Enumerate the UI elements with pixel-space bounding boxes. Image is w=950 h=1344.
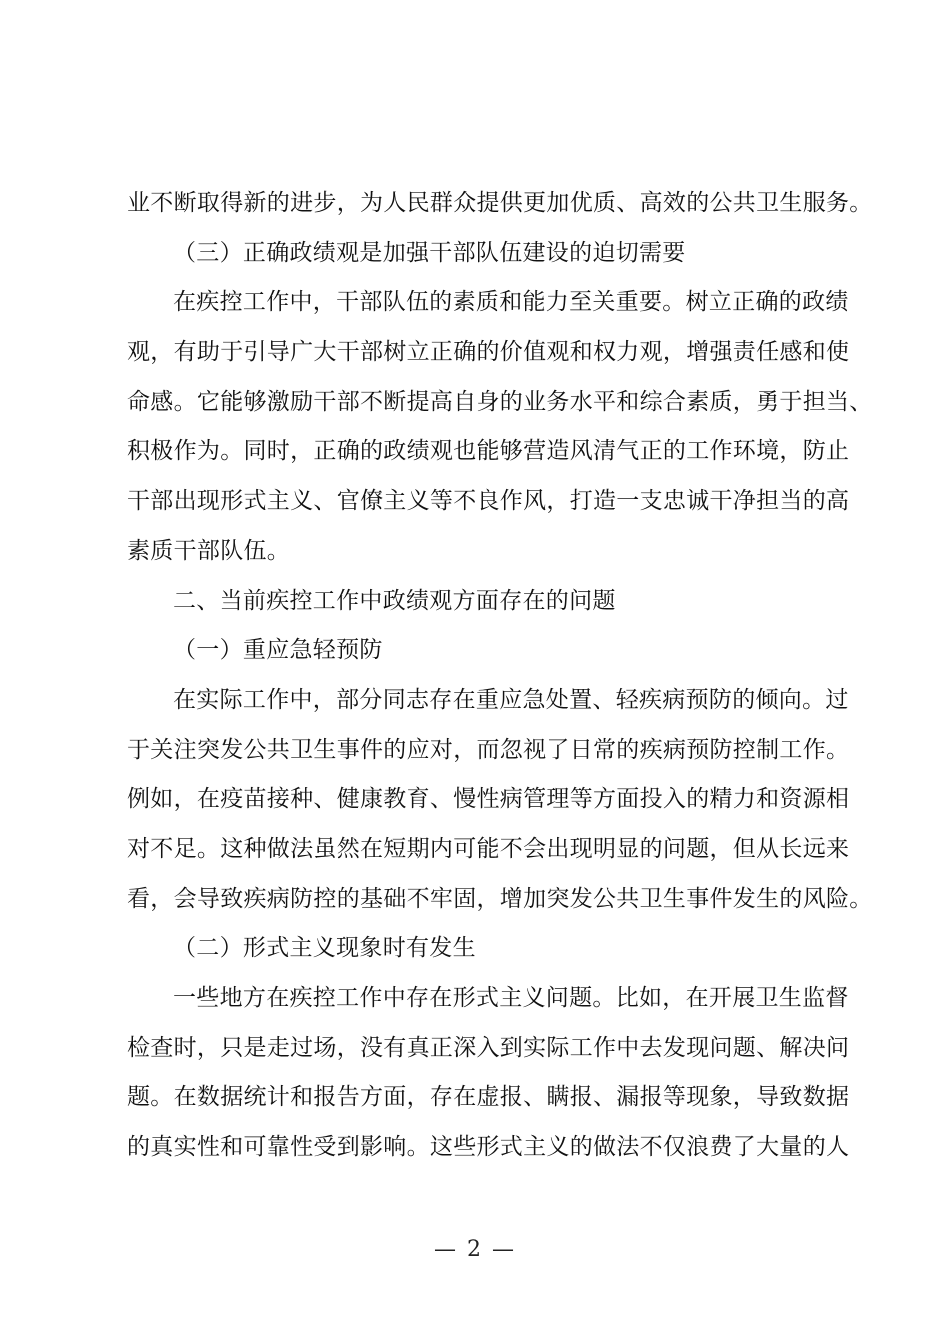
text-line: 一些地方在疾控工作中存在形式主义问题。比如，在开展卫生监督	[173, 985, 849, 1011]
text-line: 检查时，只是走过场，没有真正深入到实际工作中去发现问题、解决问	[127, 1034, 850, 1061]
text-line: 干部出现形式主义、官僚主义等不良作风，打造一支忠诚干净担当的高	[127, 488, 850, 515]
section-heading-3: （三）正确政绩观是加强干部队伍建设的迫切需要	[173, 239, 686, 266]
text-line: 观，有助于引导广大干部树立正确的价值观和权力观，增强责任感和使	[127, 339, 850, 366]
text-line: 例如，在疫苗接种、健康教育、慢性病管理等方面投入的精力和资源相	[127, 786, 850, 813]
page-number: — 2 —	[434, 1237, 516, 1262]
text-line: 在实际工作中，部分同志存在重应急处置、轻疾病预防的倾向。过	[173, 686, 849, 713]
text-line: 对不足。这种做法虽然在短期内可能不会出现明显的问题，但从长远来	[127, 835, 850, 862]
section-heading-1: （一）重应急轻预防	[173, 637, 383, 664]
text-line: 业不断取得新的进步，为人民群众提供更加优质、高效的公共卫生服务。	[127, 190, 873, 216]
section-heading-2: （二）形式主义现象时有发生	[173, 935, 476, 962]
text-line: 的真实性和可靠性受到影响。这些形式主义的做法不仅浪费了大量的人	[127, 1134, 850, 1161]
text-line: 积极作为。同时，正确的政绩观也能够营造风清气正的工作环境，防止	[127, 438, 850, 465]
document-body	[127, 179, 873, 1173]
text-line: 于关注突发公共卫生事件的应对，而忽视了日常的疾病预防控制工作。	[127, 736, 850, 763]
text-line: 题。在数据统计和报告方面，存在虚报、瞒报、漏报等现象，导致数据	[127, 1084, 850, 1111]
text-line: 在疾控工作中，干部队伍的素质和能力至关重要。树立正确的政绩	[173, 289, 849, 316]
chapter-heading-2: 二、当前疾控工作中政绩观方面存在的问题	[173, 587, 616, 614]
text-line: 素质干部队伍。	[127, 537, 291, 564]
text-line: 看，会导致疾病防控的基础不牢固，增加突发公共卫生事件发生的风险。	[127, 885, 873, 912]
text-line: 命感。它能够激励干部不断提高自身的业务水平和综合素质，勇于担当、	[127, 388, 873, 415]
